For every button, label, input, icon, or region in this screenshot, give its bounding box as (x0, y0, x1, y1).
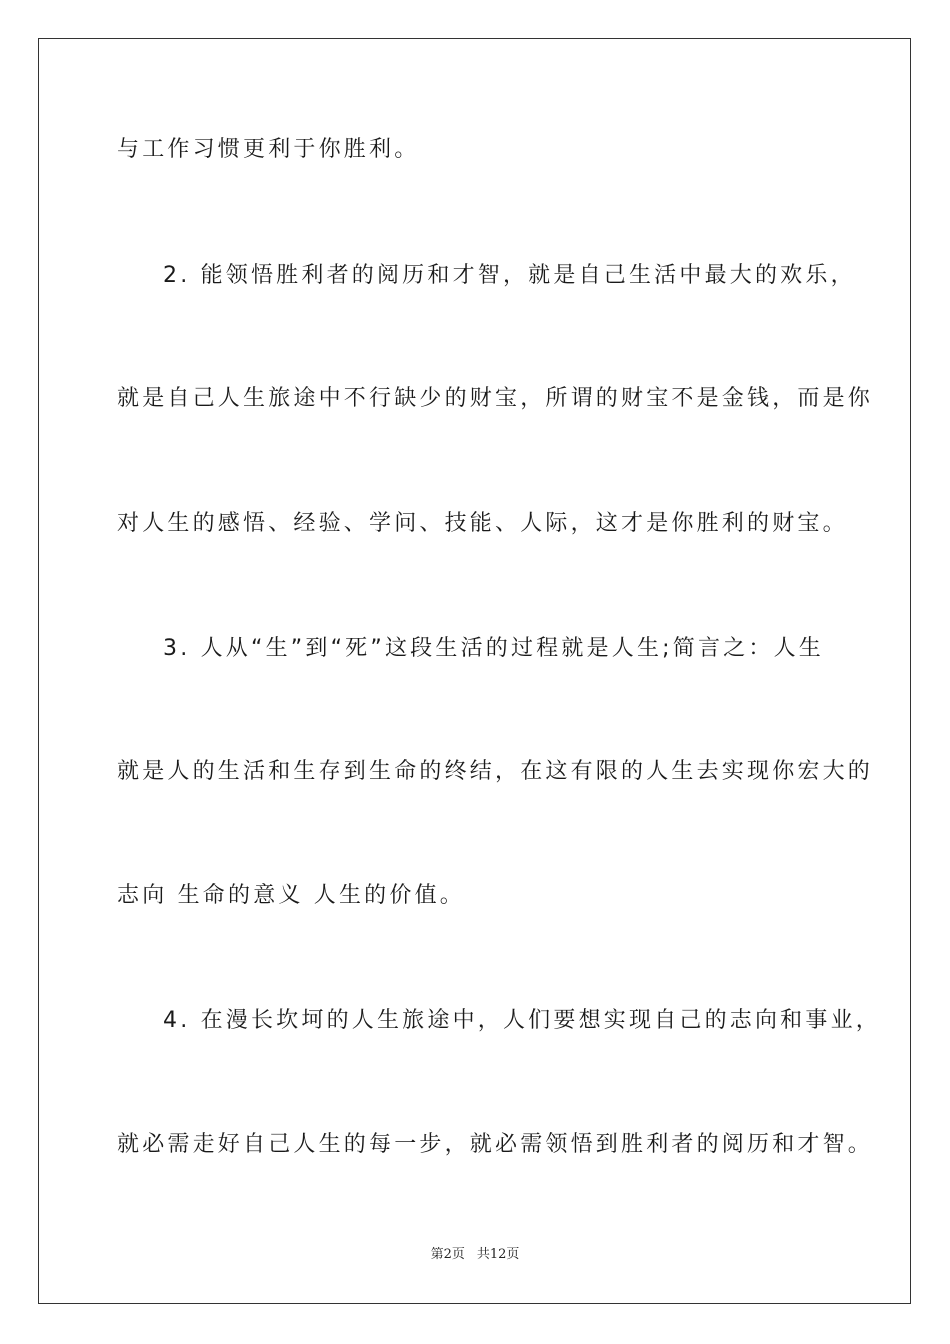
page-number: 第2页 (430, 1247, 465, 1262)
text-line-5: 3. 人从“生”到“死”这段生活的过程就是人生;简言之：人生 (163, 636, 824, 661)
text-line-6: 就是人的生活和生存到生命的终结，在这有限的人生去实现你宏大的 (117, 759, 874, 784)
text-line-9: 就必需走好自己人生的每一步，就必需领悟到胜利者的阅历和才智。 (117, 1132, 874, 1157)
page-total: 共12页 (476, 1247, 520, 1262)
text-line-1: 与工作习惯更利于你胜利。 (117, 137, 420, 162)
text-line-4: 对人生的感悟、经验、学问、技能、人际，这才是你胜利的财宝。 (117, 511, 848, 536)
text-line-3: 就是自己人生旅途中不行缺少的财宝，所谓的财宝不是金钱，而是你 (117, 386, 874, 411)
text-line-7: 志向 生命的意义 人生的价值。 (117, 883, 465, 908)
page-footer (0, 1246, 950, 1264)
page-border (38, 38, 911, 1304)
text-line-8: 4. 在漫长坎坷的人生旅途中，人们要想实现自己的志向和事业， (163, 1008, 881, 1033)
text-line-2: 2. 能领悟胜利者的阅历和才智，就是自己生活中最大的欢乐， (163, 263, 856, 288)
